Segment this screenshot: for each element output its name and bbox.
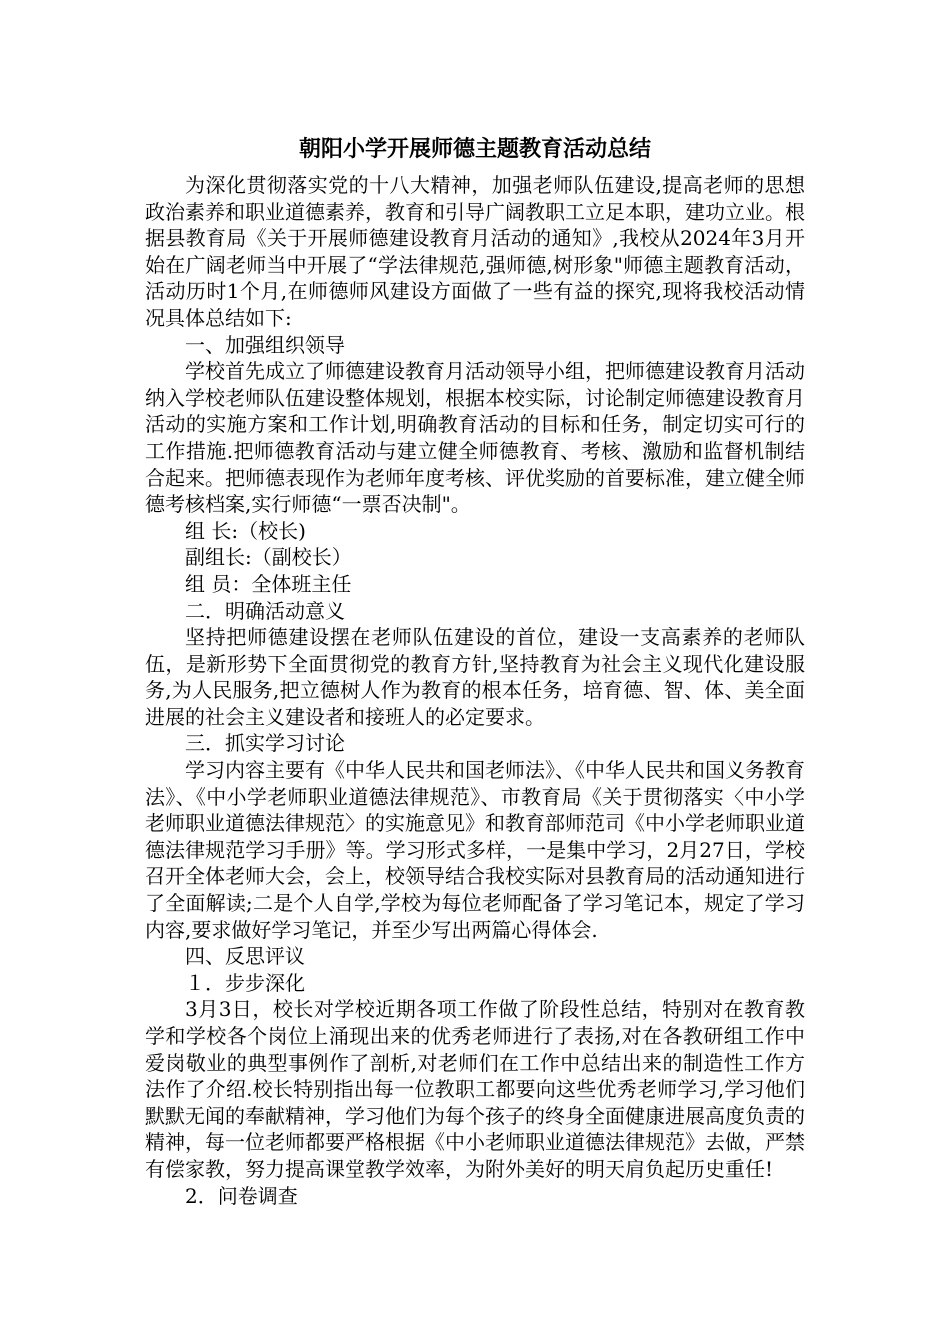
list-item-leader: 组 长:（校长) xyxy=(185,518,306,543)
list-item-members: 组 员：全体班主任 xyxy=(185,571,352,596)
section-heading-1: 一、加强组织领导 xyxy=(185,332,345,357)
list-item-deputy: 副组长:（副校长） xyxy=(185,545,352,570)
subsection-heading-1: １．步步深化 xyxy=(185,970,305,995)
body-paragraph: 坚持把师德建设摆在老师队伍建设的首位，建设一支高素养的老师队伍，是新形势下全面贯彻党的教育方针,坚持教育为社会主义现代化建设服务,为人民服务,把立德树人作为教育的根本任务，培育德、智、体、美全面进展的社会主义建设者和接班人的必定要求。 xyxy=(145,625,805,729)
section-heading-3: 三．抓实学习讨论 xyxy=(185,731,345,756)
intro-paragraph: 为深化贯彻落实党的十八大精神，加强老师队伍建设,提高老师的思想政治素养和职业道德素养，教育和引导广阔教职工立足本职，建功立业。根据县教育局《关于开展师德建设教育月活动的通知》,我校从2024年3月开始在广阔老师当中开展了“学法律规范,强师德,树形象"师德主题教育活动，活动历时1个月,在师德师风建设方面做了一些有益的探究,现将我校活动情况具体总结如下: xyxy=(145,173,805,330)
subsection-heading-2: 2．问卷调查 xyxy=(185,1183,298,1208)
body-paragraph: 学习内容主要有《中华人民共和国老师法》、《中华人民共和国义务教育法》、《中小学老师职业道德法律规范》、市教育局《关于贯彻落实〈中小学老师职业道德法律规范〉的实施意见》和教育部师范司《中小学老师职业道德法律规范学习手册》等。学习形式多样，一是集中学习，2月27日，学校召开全体老师大会，会上，校领导结合我校实际对县教育局的活动通知进行了全面解读;二是个人自学,学校为每位老师配备了学习笔记本，规定了学习内容,要求做好学习笔记，并至少写出两篇心得体会. xyxy=(145,758,805,942)
document-body xyxy=(145,172,805,1209)
document-title: 朝阳小学开展师德主题教育活动总结 xyxy=(298,137,651,162)
section-heading-4: 四、反思评议 xyxy=(185,944,305,969)
body-paragraph: 3月3日，校长对学校近期各项工作做了阶段性总结，特别对在教育教学和学校各个岗位上涌现出来的优秀老师进行了表扬,对在各教研组工作中爱岗敬业的典型事例作了剖析,对老师们在工作中总结出来的制造性工作方法作了介绍.校长特别指出每一位教职工都要向这些优秀老师学习,学习他们默默无闻的奉献精神，学习他们为每个孩子的终身全面健康进展高度负责的精神，每一位老师都要严格根据《中小老师职业道德法律规范》去做，严禁有偿家教，努力提高课堂教学效率，为附外美好的明天肩负起历史重任! xyxy=(145,997,805,1181)
section-heading-2: 二．明确活动意义 xyxy=(185,598,345,623)
body-paragraph: 学校首先成立了师德建设教育月活动领导小组，把师德建设教育月活动纳入学校老师队伍建设整体规划，根据本校实际，讨论制定师德建设教育月活动的实施方案和工作计划,明确教育活动的目标和任务，制定切实可行的工作措施.把师德教育活动与建立健全师德教育、考核、激励和监督机制结合起来。把师德表现作为老师年度考核、评优奖励的首要标准，建立健全师德考核档案,实行师德“一票否决制"。 xyxy=(145,359,805,517)
